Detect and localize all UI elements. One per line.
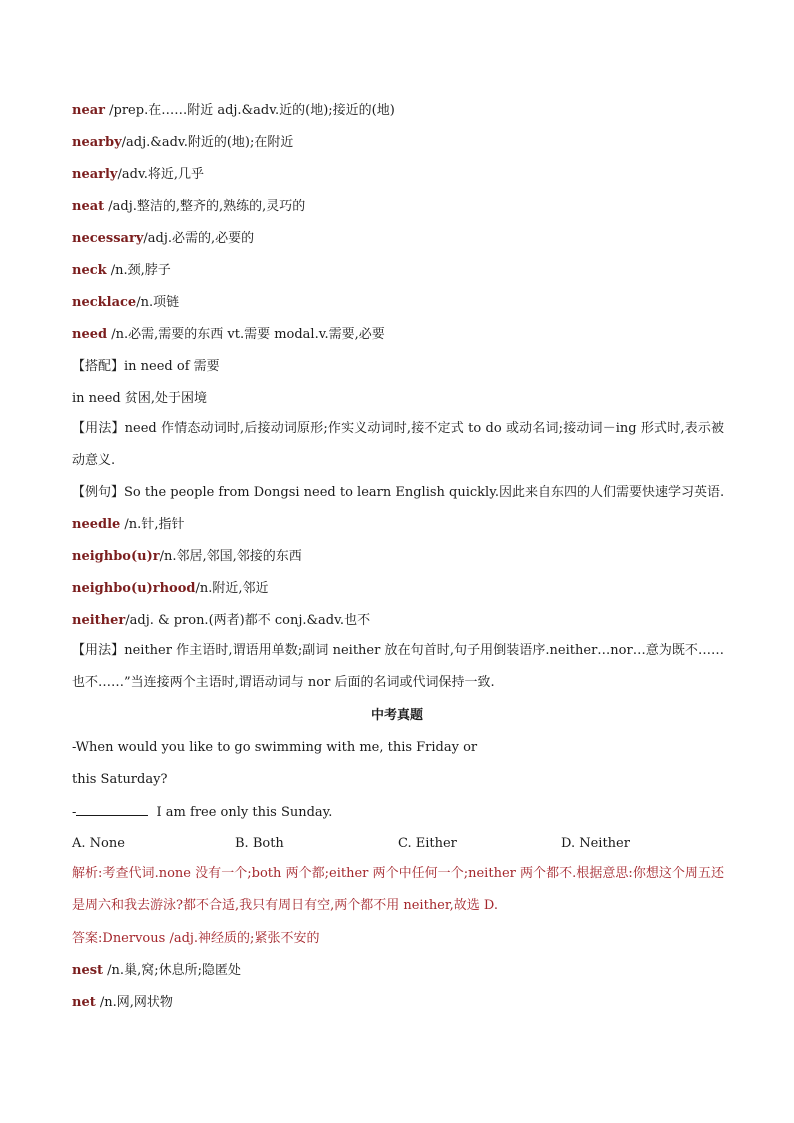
definition: /adj.整洁的,整齐的,熟练的,灵巧的 [104,199,306,214]
exam-answer [72,930,724,948]
entry-needle [72,516,724,534]
headword: need [72,327,108,342]
trailing-headword: nervous [112,931,166,946]
definition: /adj. & pron.(两者)都不 conj.&adv.也不 [125,613,371,628]
definition: /prep.在……附近 adj.&adv.近的(地);接近的(地) [105,103,395,118]
definition: /n.针,指针 [120,517,185,532]
entry-necklace [72,294,724,312]
headword: necessary [72,231,144,246]
definition: /adv.将近,几乎 [117,167,205,182]
headword: neither [72,613,126,628]
headword: neighbo(u)rhood [72,581,196,596]
option-a: A. None [72,836,125,851]
option-d: D. Neither [561,836,630,851]
headword: neck [72,263,107,278]
definition: /n.颈,脖子 [106,263,171,278]
need-usage-note: 【用法】need 作情态动词时,后接动词原形;作实义动词时,接不定式 to do 或动名词;接动词－ing 形式时,表示被动意义. [72,421,724,468]
definition: /adj.&adv.附近的(地);在附近 [121,135,294,150]
option-c: C. Either [398,836,457,851]
definition: /adj.必需的,必要的 [143,231,255,246]
answer-dash: - [72,805,77,820]
entry-nest [72,962,724,980]
headword: nearly [72,167,118,182]
trailing-definition: /adj.神经质的;紧张不安的 [165,931,320,946]
exam-question-line-2: this Saturday? [72,772,168,787]
headword: nest [72,963,104,978]
entry-near [72,102,724,120]
answer-blank [76,803,148,816]
entry-nearby [72,134,724,152]
entry-neither [72,612,724,630]
neither-usage-note: 【用法】neither 作主语时,谓语用单数;副词 neither 放在句首时,句子用倒装语序.neither…nor…意为既不……也不……”当连接两个主语时,谓语动词与 nor 后面的名词或代词保持一致. [72,643,724,690]
entry-net [72,994,724,1012]
entry-necessary [72,230,724,248]
headword: near [72,103,105,118]
entry-neck [72,262,724,280]
exam-options [72,835,724,853]
exam-answer-line [72,803,724,822]
definition: /n.邻居,邻国,邻接的东西 [159,549,302,564]
answer-sentence: I am free only this Sunday. [152,805,333,820]
answer-label: 答案:D [72,931,113,946]
entry-neighbourhood [72,580,724,598]
headword: nearby [72,135,122,150]
headword: net [72,995,96,1010]
definition: /n.巢,窝;休息所;隐匿处 [103,963,241,978]
exam-heading: 中考真题 [370,708,423,723]
definition: /n.网,网状物 [95,995,173,1010]
need-collocation-2: in need 贫困,处于困境 [72,391,208,406]
exam-question-line-1: -When would you like to go swimming with me, this Friday or [72,740,478,755]
entry-need [72,326,724,344]
entry-nearly [72,166,724,184]
headword: needle [72,517,121,532]
definition: /n.附近,邻近 [195,581,269,596]
entry-neighbour [72,548,724,566]
need-collocation-1: 【搭配】in need of 需要 [72,359,220,374]
headword: neighbo(u)r [72,549,160,564]
entry-neat [72,198,724,216]
option-b: B. Both [235,836,284,851]
headword: neat [72,199,105,214]
headword: necklace [72,295,137,310]
exam-analysis: 解析:考查代词.none 没有一个;both 两个都;either 两个中任何一个;neither 两个都不.根据意思:你想这个周五还是周六和我去游泳?都不合适,我只有周日有空,两个都不用 neither,故选 D. [72,866,724,913]
definition: /n.项链 [136,295,180,310]
need-example-sentence: 【例句】So the people from Dongsi need to learn English quickly.因此来自东四的人们需要快速学习英语. [72,485,725,500]
definition: /n.必需,需要的东西 vt.需要 modal.v.需要,必要 [107,327,385,342]
